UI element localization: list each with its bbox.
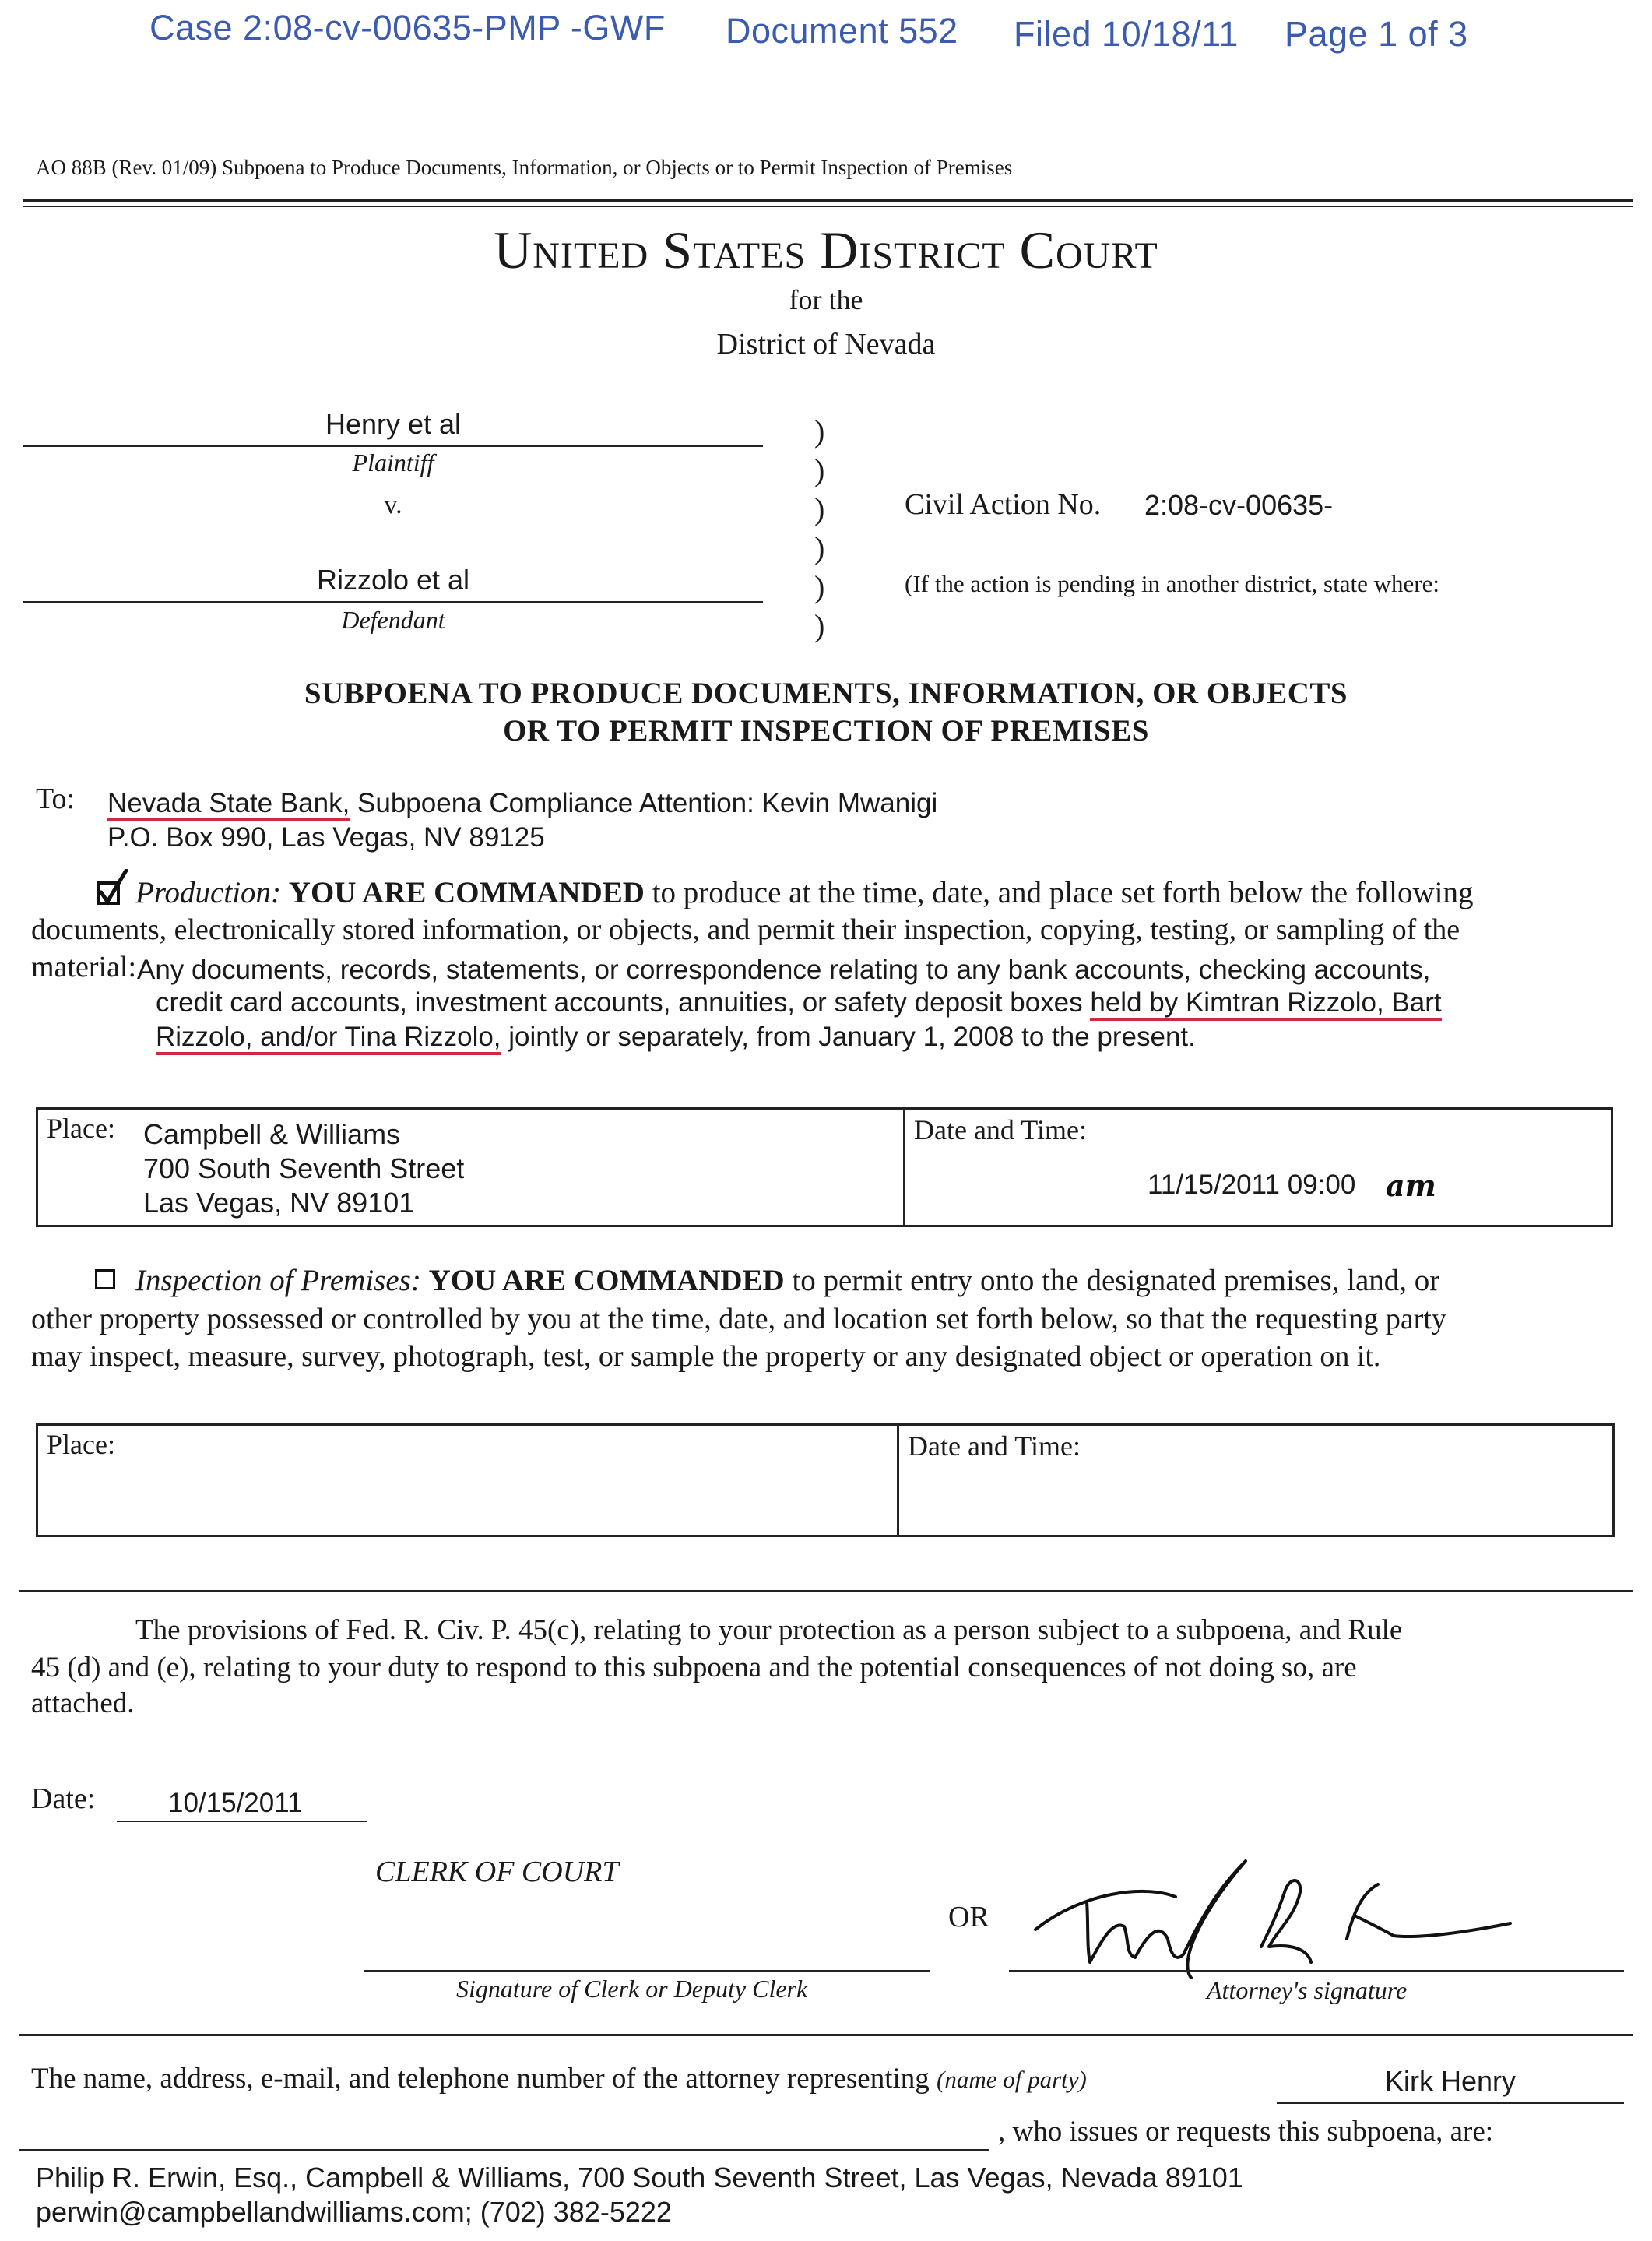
material-line1: Any documents, records, statements, or correspondence relating to any bank accounts, checking accounts,	[137, 955, 1431, 985]
attorney-signature-line	[1009, 1970, 1624, 1972]
plaintiff-name: Henry et al	[325, 408, 462, 440]
production-place-line2: 700 South Seventh Street	[143, 1152, 465, 1184]
court-district: District of Nevada	[716, 328, 936, 361]
attorney-address-line: Philip R. Erwin, Esq., Campbell & Williams, 700 South Seventh Street, Las Vegas, Nevada 89101	[36, 2162, 1243, 2194]
production-datetime-value: 11/15/2011 09:00	[1148, 1170, 1356, 1200]
material-label: material:	[31, 951, 137, 983]
provisions-line2: 45 (d) and (e), relating to your duty to respond to this subpoena and the potential consequences of not doing so, are	[31, 1652, 1357, 1683]
subpoena-title-line2: OR TO PERMIT INSPECTION OF PREMISES	[503, 714, 1149, 748]
material-holders-part2: Rizzolo, and/or Tina Rizzolo,	[156, 1022, 501, 1055]
court-for-the: for the	[789, 284, 863, 315]
attorney-intro-line	[31, 2062, 1087, 2095]
caption-bracket: )	[814, 491, 825, 526]
party-continuation-line	[19, 2149, 989, 2151]
attorney-contact-line: perwin@campbellandwilliams.com; (702) 382-5222	[36, 2196, 672, 2228]
page-count-stamp: Page 1 of 3	[1285, 14, 1468, 54]
production-checkbox[interactable]	[95, 869, 126, 905]
handwritten-am: am	[1386, 1168, 1436, 1203]
production-table-divider	[903, 1107, 905, 1227]
production-datetime-label: Date and Time:	[914, 1114, 1087, 1145]
party-name-line	[1277, 2102, 1624, 2104]
provisions-line3: attached.	[31, 1687, 135, 1719]
defendant-line	[23, 601, 763, 603]
inspection-table-divider	[897, 1423, 899, 1537]
versus-label: v.	[384, 491, 402, 519]
who-issues-text: , who issues or requests this subpoena, are:	[998, 2116, 1494, 2148]
material-line2	[156, 987, 1442, 1018]
issue-date: 10/15/2011	[168, 1788, 303, 1818]
plaintiff-label: Plaintiff	[352, 449, 434, 477]
attorney-section-rule	[19, 2034, 1633, 2036]
attorney-signature-caption: Attorney's signature	[1207, 1976, 1408, 2004]
inspection-line1	[135, 1263, 1439, 1298]
case-number-stamp: Case 2:08-cv-00635-PMP -GWF	[149, 8, 666, 47]
checkmark-icon	[95, 869, 129, 908]
party-name: Kirk Henry	[1384, 2065, 1517, 2097]
defendant-name: Rizzolo et al	[316, 564, 470, 596]
provisions-line1: The provisions of Fed. R. Civ. P. 45(c), relating to your protection as a person subject to a subpoena, and Rule	[135, 1614, 1403, 1646]
recipient-address: P.O. Box 990, Las Vegas, NV 89125	[107, 822, 545, 853]
material-line3	[156, 1022, 1196, 1053]
production-place-label: Place:	[47, 1113, 115, 1144]
clerk-signature-caption: Signature of Clerk or Deputy Clerk	[456, 1975, 808, 2003]
caption-bracket: )	[814, 413, 825, 449]
material-line3-text: jointly or separately, from January 1, 2008 to the present.	[501, 1022, 1196, 1052]
recipient-attention: Subpoena Compliance Attention: Kevin Mwanigi	[350, 788, 938, 818]
defendant-label: Defendant	[341, 606, 445, 634]
court-name: United States District Court	[494, 220, 1158, 280]
subpoena-title-line1: SUBPOENA TO PRODUCE DOCUMENTS, INFORMATION, OR OBJECTS	[304, 677, 1348, 710]
top-rule	[23, 199, 1633, 202]
material-holders-part1: held by Kimtran Rizzolo, Bart	[1090, 987, 1441, 1021]
inspection-datetime-label: Date and Time:	[908, 1430, 1081, 1462]
inspection-command: YOU ARE COMMANDED	[428, 1264, 785, 1297]
material-line2-text: credit card accounts, investment accounts, annuities, or safety deposit boxes	[156, 987, 1091, 1018]
to-label: To:	[36, 783, 76, 815]
inspection-text1: to permit entry onto the designated premises, land, or	[784, 1264, 1440, 1297]
name-of-party-label: (name of party)	[937, 2066, 1087, 2093]
caption-bracket: )	[814, 569, 825, 604]
production-line1	[135, 875, 1474, 910]
production-label: Production:	[135, 876, 282, 909]
date-label: Date:	[31, 1782, 96, 1815]
inspection-checkbox[interactable]	[95, 1269, 115, 1289]
production-line2: documents, electronically stored information, or objects, and permit their inspection, copying, testing, or sampling of the	[31, 913, 1460, 946]
pending-district-note: (If the action is pending in another district, state where:	[905, 570, 1439, 597]
inspection-label: Inspection of Premises:	[135, 1264, 421, 1297]
inspection-place-label: Place:	[47, 1429, 115, 1460]
section-rule	[19, 1590, 1633, 1592]
civil-action-label: Civil Action No.	[905, 488, 1102, 521]
clerk-signature-line	[364, 1970, 930, 1972]
recipient-line	[107, 788, 937, 819]
clerk-of-court-heading: CLERK OF COURT	[375, 1856, 619, 1888]
document-number-stamp: Document 552	[726, 11, 958, 51]
attorney-intro: The name, address, e-mail, and telephone number of the attorney representing	[31, 2063, 930, 2095]
civil-action-number: 2:08-cv-00635-	[1144, 489, 1334, 521]
caption-bracket: )	[814, 608, 825, 643]
plaintiff-line	[23, 445, 763, 447]
or-label: OR	[948, 1901, 989, 1933]
inspection-place-table	[36, 1423, 1615, 1537]
attorney-signature-image	[1012, 1845, 1526, 1982]
inspection-line3: may inspect, measure, survey, photograph, test, or sample the property or any designated object or operation on it.	[31, 1340, 1381, 1373]
form-identifier: AO 88B (Rev. 01/09) Subpoena to Produce Documents, Information, or Objects or to Permit Inspection of Premises	[36, 156, 1013, 179]
date-line	[117, 1821, 367, 1822]
filed-date-stamp: Filed 10/18/11	[1014, 14, 1239, 54]
production-place-line1: Campbell & Williams	[143, 1118, 401, 1150]
top-rule-thin	[23, 206, 1633, 207]
production-text1: to produce at the time, date, and place set forth below the following	[644, 876, 1474, 909]
inspection-line2: other property possessed or controlled by you at the time, date, and location set forth below, so that the requesting party	[31, 1303, 1446, 1335]
caption-bracket: )	[814, 530, 825, 565]
production-place-line3: Las Vegas, NV 89101	[143, 1187, 415, 1219]
caption-bracket: )	[814, 452, 825, 487]
recipient-bank: Nevada State Bank,	[107, 788, 350, 821]
production-command: YOU ARE COMMANDED	[288, 876, 645, 909]
